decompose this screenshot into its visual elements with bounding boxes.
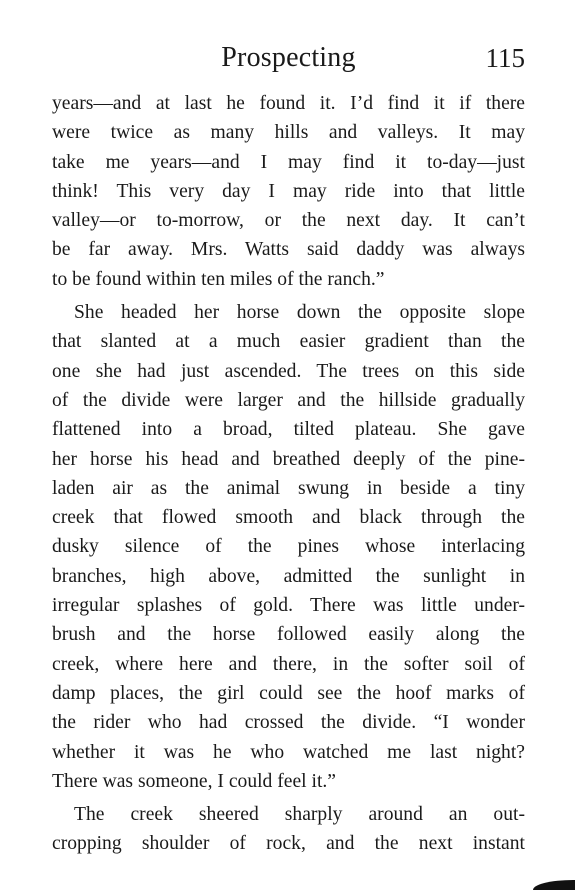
text-line: her horse his head and breathed deeply of the pine- [52,448,525,470]
text-line: damp places, the girl could see the hoof marks of [52,682,525,704]
text-line: of the divide were larger and the hillside gradually [52,389,525,411]
text-line: dusky silence of the pines whose interlacing [52,536,525,558]
text-line: valley—or to-morrow, or the next day. It can’t [52,210,525,232]
running-head [52,38,525,78]
text-line: be far away. Mrs. Watts said daddy was always [52,239,525,261]
page-number: 115 [485,43,525,73]
text-line: brush and the horse followed easily along the [52,624,525,646]
text-line: whether it was he who watched me last night? [52,741,525,763]
text-line: irregular splashes of gold. There was little under- [52,595,525,617]
text-line: creek, where here and there, in the softer soil of [52,653,525,675]
text-line: were twice as many hills and valleys. It may [52,122,525,144]
paragraph-3 [52,800,525,859]
paragraph-2 [52,298,525,796]
running-title: Prospecting [221,42,356,73]
text-line: to be found within ten miles of the ranch.” [52,268,385,290]
text-line: the rider who had crossed the divide. “I wonder [52,712,525,734]
paragraph-1 [52,89,525,294]
text-line: flattened into a broad, tilted plateau. She gave [52,419,525,441]
text-line: There was someone, I could feel it.” [52,770,336,792]
text-line: branches, high above, admitted the sunlight in [52,565,525,587]
text-line: that slanted at a much easier gradient than the [52,331,525,353]
text-line: years—and at last he found it. I’d find it if there [52,93,525,114]
text-line: She headed her horse down the opposite slope [74,302,525,324]
text-line: laden air as the animal swung in beside a tiny [52,477,525,499]
text-line: The creek sheered sharply around an out- [74,804,525,826]
text-line: take me years—and I may find it to-day—just [52,151,525,173]
text-line: think! This very day I may ride into that little [52,180,525,202]
scan-edge-mark [533,880,575,890]
body-text [52,89,525,859]
text-line: one she had just ascended. The trees on this side [52,360,525,382]
text-line: creek that flowed smooth and black through the [52,507,525,529]
text-line: cropping shoulder of rock, and the next instant [52,833,525,855]
